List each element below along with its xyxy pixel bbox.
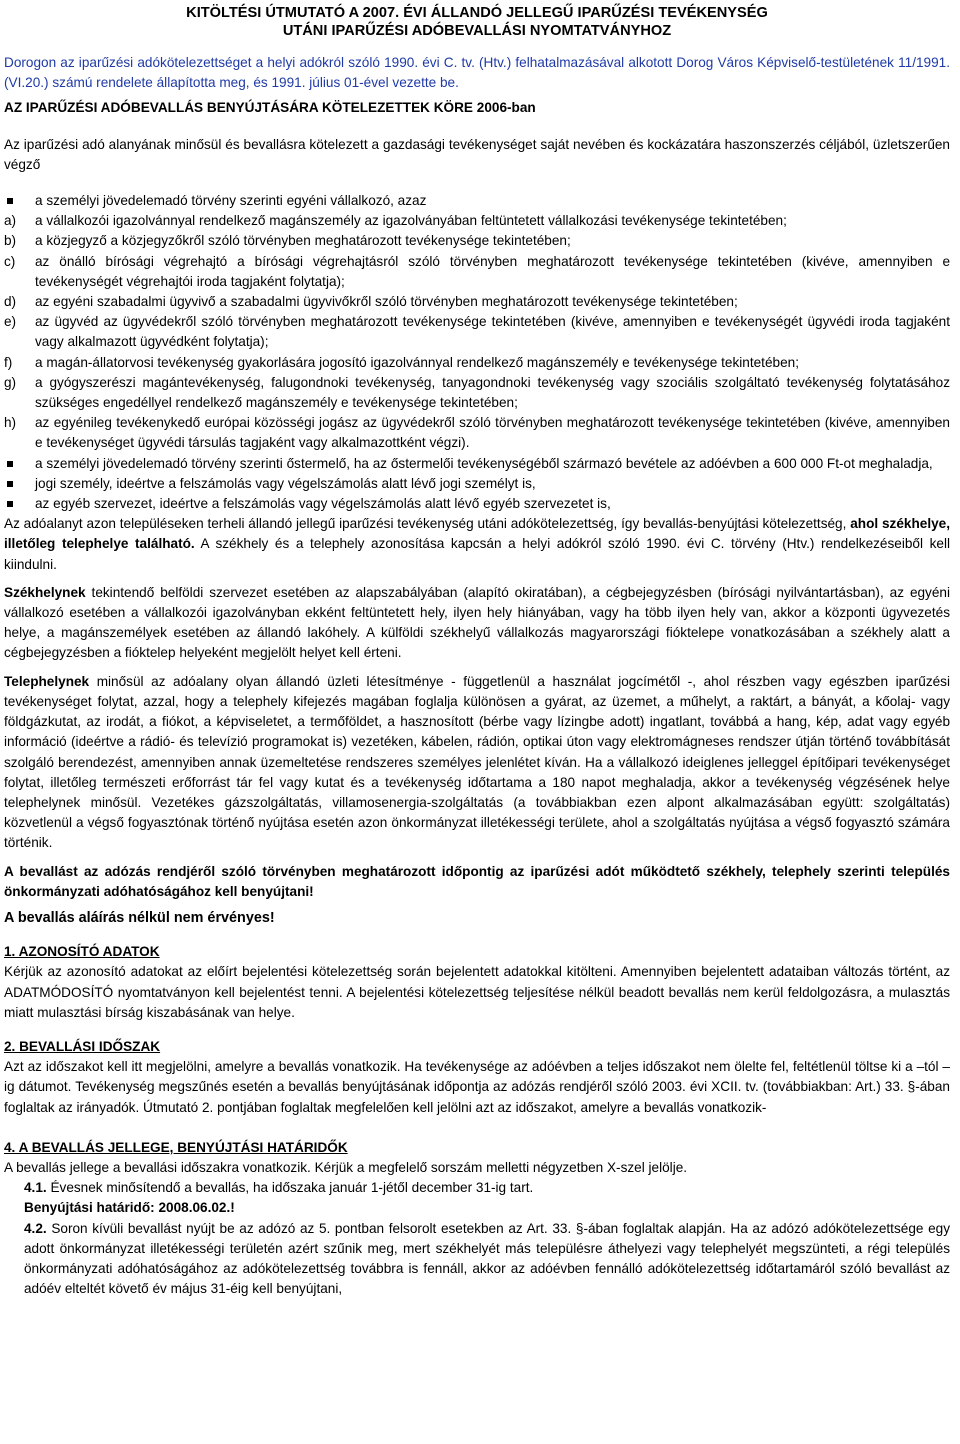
- item-label: f): [4, 354, 13, 370]
- item-text: a gyógyszerészi magántevékenység, falugondnoki tevékenység, tanyagondnoki tevékenység vagy szociális szolgáltató tevékenység folytatásához szükséges engedéllyel rendelkező magánszemély e tevékenysége tekintetében;: [35, 374, 950, 411]
- bullet-text: a személyi jövedelemadó törvény szerinti őstermelő, ha az őstermelői tevékenységéből származó bevétele az adóévben a 600 000 Ft-ot meghaladja,: [35, 455, 933, 471]
- item-label: c): [4, 253, 16, 269]
- document-title: [4, 4, 950, 40]
- item-label: b): [4, 233, 17, 249]
- list-item: [4, 353, 950, 373]
- list-item: [4, 211, 950, 231]
- item-text: Évesnek minősítendő a bevallás, ha időszaka január 1-jétől december 31-ig tart.: [46, 1180, 534, 1196]
- bullet-text: jogi személy, ideértve a felszámolás vagy végelszámolás alatt lévő jogi személyt is,: [35, 475, 536, 491]
- seat-text: tekintendő belföldi szervezet esetében az alapszabályában (alapító okiratában), a cégbejegyzésben (bírósági nyilvántartásban), az egyéni vállalkozó esetében a vállalkozói igazolványban ekként feltüntetett hely, ilyen hely hiányában, vagy ha több ilyen hely van, akkor a központi ügyvezetés helye, a magánszemélyek esetében az állandó lakóhely. A külföldi székhelyű vállalkozás magyarországi fióktelepe vonatkozásában a székhely alatt a cégbejegyzésben a fióktelep helyeként megjelölt helyet kell érteni.: [4, 584, 950, 661]
- item-number: 4.2.: [24, 1220, 47, 1236]
- item-text: az egyénileg tevékenykedő európai közösségi jogász az ügyvédekről szóló törvényben meghatározott tevékenysége tekintetében (kivéve, amennyiben e tevékenységet ügyvédi társulás tagjaként vagy alkalmazottként végzi).: [35, 415, 950, 451]
- item-text: az egyéni szabadalmi ügyvivő a szabadalmi ügyvivőkről szóló törvényben meghatározott tevékenysége tekintetében;: [35, 294, 738, 310]
- signature-warning: A bevallás aláírás nélkül nem érvényes!: [4, 909, 275, 926]
- item-text: a magán-állatorvosi tevékenység gyakorlására jogosító igazolvánnyal rendelkező magánszemély e tevékenysége tekintetében;: [35, 354, 799, 370]
- section-4-1-deadline: Benyújtási határidő: 2008.06.02.!: [24, 1200, 235, 1216]
- seat-definition: [4, 583, 950, 664]
- obligation-text: Az adóalanyt azon településeken terheli állandó jellegű iparűzési tevékenység utáni adókötelezettség, így bevallás-benyújtási kötelezettség,: [4, 516, 851, 532]
- bullet-text: az egyéb szervezet, ideértve a felszámolás vagy végelszámolás alatt lévő egyéb szervezetet is,: [35, 496, 611, 512]
- section-1-title: 1. AZONOSÍTÓ ADATOK: [4, 944, 160, 960]
- list-item: [4, 413, 950, 453]
- main-heading: AZ IPARŰZÉSI ADÓBEVALLÁS BENYÚJTÁSÁRA KÖTELEZETTEK KÖRE 2006-ban: [4, 100, 536, 116]
- taxpayer-bullet-producer: [4, 454, 950, 474]
- obligation-text-end: A székhely és a telephely azonosítása kapcsán a helyi adókról szóló 1990. évi C. törvény (Htv.) rendelkezéseiből kell kiindulni.: [4, 536, 950, 572]
- item-label: e): [4, 314, 17, 330]
- site-text: minősül az adóalany olyan állandó üzleti létesítménye - függetlenül a használat jogcímétől -, ahol részben vagy egészben iparűzési tevékenységet folytat, azzal, hogy a telephely kifejezés magában foglalja különösen a gyárat, az üzemet, a műhelyt, a raktárt, a bányát, a kőolaj- vagy földgázkutat, az irodát, a fiókot, a képviseletet, a termőföldet, a hasznosított (bérbe vagy lízingbe adott) ingatlant, továbbá a hang, kép, adat vagy egyéb információ (ideértve a rádió- és televízió programokat is) vezetéken, kábelen, rádión, optikai úton vagy elektromágneses rendszer útján történő továbbítását szolgáló berendezést, amennyiben annak üzemeltetése rendszeres személyes jelenlétet kíván. Ha a vállalkozó ideiglenes jelleggel építőipari tevékenységet folytat, illetőleg természeti erőforrást tár fel vagy kutat és a tevékenység időtartama a 180 napot meghaladja, akkor a tevékenység végzésének helye telephelynek minősül. Vezetékes gázszolgáltatás, villamosenergia-szolgáltatás (a továbbiakban ezen alpont alkalmazásában együtt: szolgáltatás) közvetlenül a végső fogyasztónak történő nyújtása esetén azon önkormányzat illetékességi területe, ahol a szolgáltatás nyújtása a végső fogyasztó számára történik.: [4, 673, 950, 851]
- taxpayer-bullet-legal-person: [4, 474, 950, 494]
- obligation-paragraph: [4, 514, 950, 575]
- list-item: [4, 252, 950, 292]
- list-item: [4, 312, 950, 352]
- item-label: h): [4, 415, 17, 431]
- list-item: [4, 231, 950, 251]
- section-4-2: [4, 1219, 950, 1300]
- section-2-title: 2. BEVALLÁSI IDŐSZAK: [4, 1038, 161, 1054]
- site-term: Telephelynek: [4, 673, 90, 689]
- bullet-text: a személyi jövedelemadó törvény szerinti egyéni vállalkozó, azaz: [35, 193, 427, 209]
- item-text: az ügyvéd az ügyvédekről szóló törvényben meghatározott tevékenysége tekintetében (kivéve, amennyiben e tevékenységét ügyvédi iroda tagjaként vagy alkalmazott ügyvédként folytatja);: [35, 314, 950, 350]
- list-item: [4, 292, 950, 312]
- section-2-text: Azt az időszakot kell itt megjelölni, amelyre a bevallás vonatkozik. Ha tevékenysége az adóévben a teljes időszakot nem ölelte fel, feltétlenül töltse ki a –tól –ig dátumot. Tevékenység megszűnés esetén a bevallás benyújtásának időpontja az adózás rendjéről szóló 2003. évi XCII. tv. (továbbiakban: Art.) 33. §-ában foglaltak az irányadók. Útmutató 2. pontjában foglaltak megfelelően kell jelölni azt az időszakot, amelyre a bevallás vonatkozik-: [4, 1059, 950, 1115]
- title-line-1: KITÖLTÉSI ÚTMUTATÓ A 2007. ÉVI ÁLLANDÓ JELLEGŰ IPARŰZÉSI TEVÉKENYSÉG: [186, 5, 768, 21]
- site-definition: [4, 672, 950, 854]
- section-4-title: 4. A BEVALLÁS JELLEGE, BENYÚJTÁSI HATÁRIDŐK: [4, 1139, 348, 1155]
- taxpayer-bullet-individual: [4, 191, 950, 211]
- section-4-text: A bevallás jellege a bevallási időszakra vonatkozik. Kérjük a megfelelő sorszám melletti négyzetben X-szel jelölje.: [4, 1159, 688, 1175]
- submission-notice: A bevallást az adózás rendjéről szóló törvényben meghatározott időpontig az iparűzési adót működtető székhely, telephely szerinti település önkormányzati adóhatóságához kell benyújtani!: [4, 863, 950, 899]
- section-1-text: Kérjük az azonosító adatokat az előírt bejelentési kötelezettség során bejelentett adatokkal kitölteni. Amennyiben bejelentett adataiban változás történt, az ADATMÓDOSÍTÓ nyomtatványon kell bejelentést tenni. A bejelentési kötelezettség teljesítése nélkül beadott bevallás nem kerül feldolgozásra, a mulasztás miatt mulasztási bírság kiszabásának van helye.: [4, 964, 950, 1020]
- item-label: g): [4, 374, 17, 390]
- individual-subtypes: [4, 211, 950, 453]
- taxpayer-bullet-other-org: [4, 494, 950, 514]
- item-text: a vállalkozói igazolvánnyal rendelkező magánszemély az igazolványában feltüntetett vállalkozási tevékenysége tekintetében;: [35, 213, 787, 229]
- item-label: a): [4, 213, 17, 229]
- subject-paragraph: Az iparűzési adó alanyának minősül és bevallásra kötelezett a gazdasági tevékenységet saját nevében és kockázatára haszonszerzés céljából, üzletszerűen végző: [4, 136, 950, 172]
- item-label: d): [4, 294, 17, 310]
- item-text: Soron kívüli bevallást nyújt be az adózó az 5. pontban felsorolt esetekben az Art. 33. §-ában foglaltak alapján. Ha az adózó adókötelezettsége egy adott önkormányzat illetékességi területén azért szűnik meg, mert székhelyét más településre áthelyezi vagy telephelyét megszünteti, a régi település önkormányzati adóhatóságához az adókötelezettség továbbra is fennáll, akkor az adóévben fennálló adókötelezettség időtartamáról szóló bevallást az adóév elteltét követő év május 31-éig kell benyújtani,: [24, 1220, 950, 1297]
- list-item: [4, 373, 950, 413]
- item-number: 4.1.: [24, 1180, 47, 1196]
- item-text: az önálló bírósági végrehajtó a bírósági végrehajtásról szóló törvényben meghatározott tevékenysége tekintetében (kivéve, amennyiben e tevékenységét végrehajtói iroda tagjaként folytatja);: [35, 253, 950, 289]
- item-text: a közjegyző a közjegyzőkről szóló törvényben meghatározott tevékenysége tekintetében;: [35, 233, 571, 249]
- obligation-emphasis: ahol székhelye, illetőleg telephelye található.: [4, 516, 950, 552]
- seat-term: Székhelynek: [4, 584, 86, 600]
- title-line-2: UTÁNI IPARŰZÉSI ADÓBEVALLÁSI NYOMTATVÁNYHOZ: [282, 23, 672, 39]
- section-4-1: [4, 1178, 950, 1198]
- taxpayer-list-rest: [4, 454, 950, 515]
- taxpayer-list: [4, 191, 950, 211]
- intro-paragraph: Dorogon az iparűzési adókötelezettséget a helyi adókról szóló 1990. évi C. tv. (Htv.) felhatalmazásával alkotott Dorog Város Képviselő-testületének 11/1991.(VI.20.) számú rendelete állapította meg, és 1991. július 01-ével vezette be.: [4, 55, 950, 91]
